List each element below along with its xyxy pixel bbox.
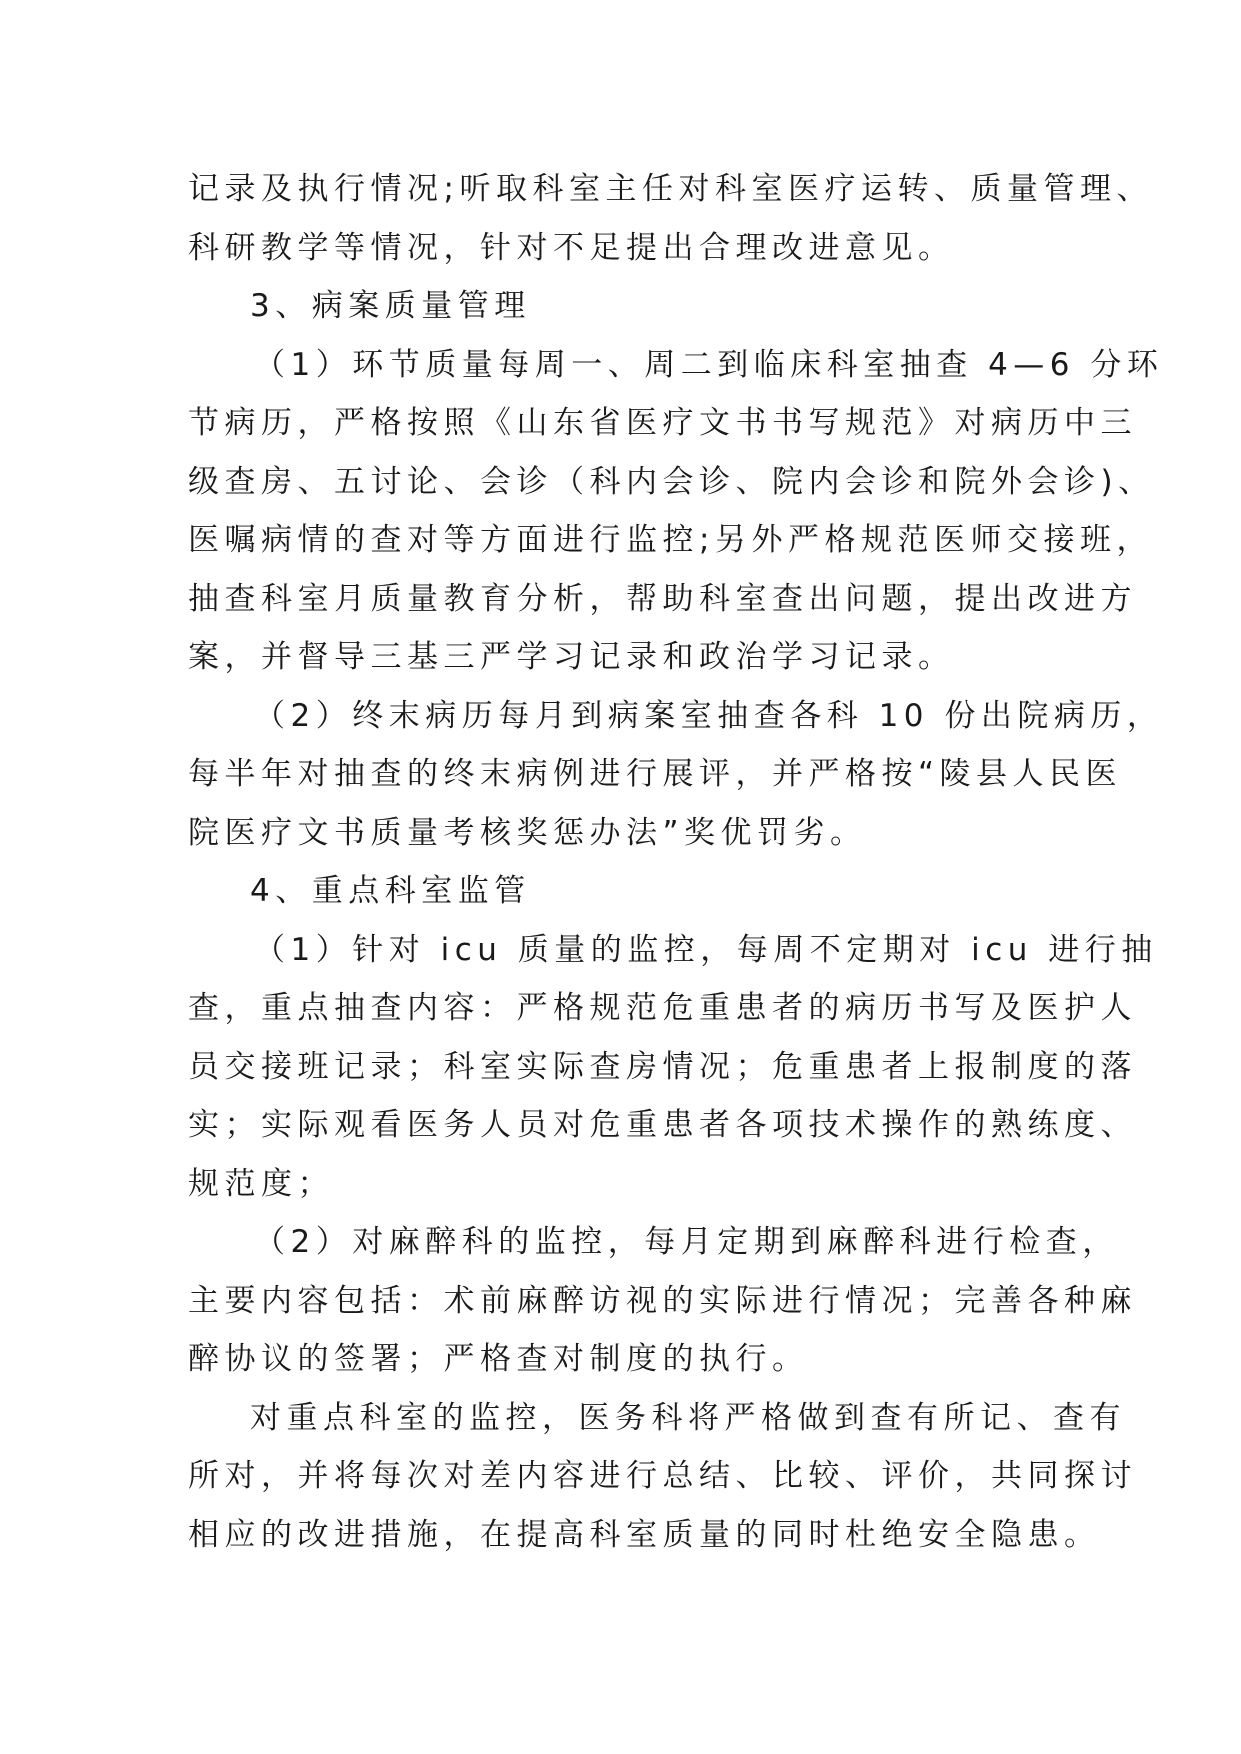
text-line: （1）针对 icu 质量的监控，每周不定期对 icu 进行抽 <box>254 931 1158 968</box>
text-line: 科研教学等情况，针对不足提出合理改进意见。 <box>188 229 955 266</box>
text-line: （2）终末病历每月到病案室抽查各科 10 份出院病历， <box>254 697 1164 734</box>
text-line: 员交接班记录；科室实际查房情况；危重患者上报制度的落 <box>188 1048 1137 1085</box>
document-body <box>188 160 1164 1564</box>
text-line: 规范度； <box>188 1165 334 1202</box>
text-line: （1）环节质量每周一、周二到临床科室抽查 4—6 分环 <box>254 346 1164 383</box>
text-line: 对重点科室的监控，医务科将严格做到查有所记、查有 <box>250 1399 1126 1436</box>
text-line: 案，并督导三基三严学习记录和政治学习记录。 <box>188 639 955 675</box>
section-heading: 4、重点科室监管 <box>250 873 531 909</box>
text-line: （2）对麻醉科的监控，每月定期到麻醉科进行检查， <box>254 1224 1119 1260</box>
text-line: 院医疗文书质量考核奖惩办法”奖优罚劣。 <box>188 814 867 851</box>
text-line: 级查房、五讨论、会诊（科内会诊、院内会诊和院外会诊)、 <box>188 463 1155 500</box>
text-line: 实；实际观看医务人员对危重患者各项技术操作的熟练度、 <box>188 1107 1137 1143</box>
text-line: 抽查科室月质量教育分析，帮助科室查出问题，提出改进方 <box>188 580 1137 617</box>
text-line: 醉协议的签署；严格查对制度的执行。 <box>188 1341 809 1377</box>
text-line: 每半年对抽查的终末病例进行展评，并严格按“陵县人民医 <box>188 756 1123 792</box>
text-line: 医嘱病情的查对等方面进行监控;另外严格规范医师交接班， <box>188 522 1153 558</box>
text-line: 节病历，严格按照《山东省医疗文书书写规范》对病历中三 <box>188 405 1137 441</box>
text-line: 主要内容包括：术前麻醉访视的实际进行情况；完善各种麻 <box>188 1282 1137 1319</box>
text-line: 记录及执行情况;听取科室主任对科室医疗运转、质量管理、 <box>188 171 1153 207</box>
text-line: 相应的改进措施，在提高科室质量的同时杜绝安全隐患。 <box>188 1516 1101 1553</box>
section-heading: 3、病案质量管理 <box>250 288 531 324</box>
text-line: 查，重点抽查内容：严格规范危重患者的病历书写及医护人 <box>188 990 1137 1026</box>
text-line: 所对，并将每次对差内容进行总结、比较、评价，共同探讨 <box>188 1458 1137 1494</box>
